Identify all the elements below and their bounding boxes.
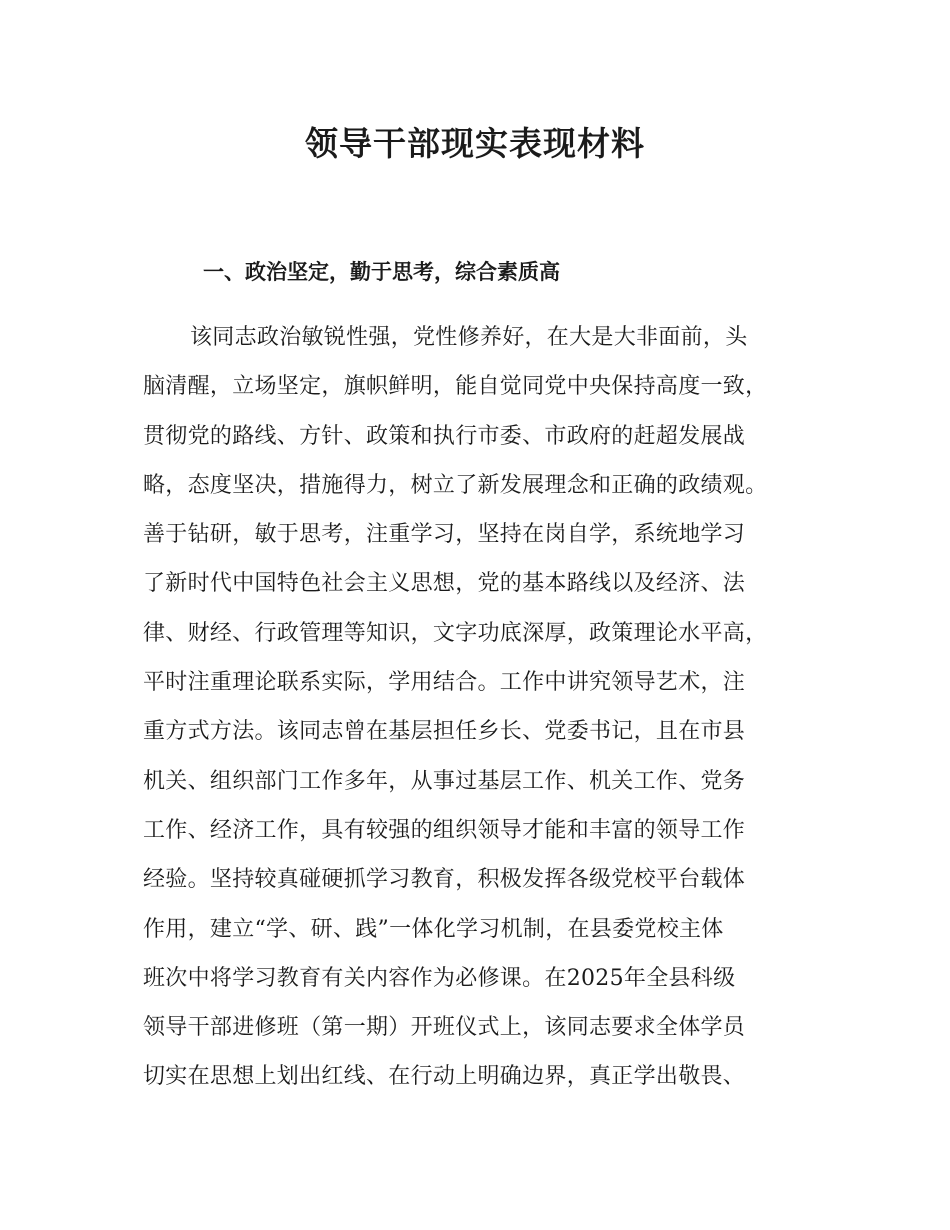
section-heading: 一、政治坚定，勤于思考，综合素质高 xyxy=(203,260,560,284)
paragraph-line: 律、财经、行政管理等知识，文字功底深厚，政策理论水平高， xyxy=(143,620,768,646)
paragraph-line: 了新时代中国特色社会主义思想，党的基本路线以及经济、法 xyxy=(143,571,746,597)
paragraph-line: 平时注重理论联系实际，学用结合。工作中讲究领导艺术，注 xyxy=(143,670,746,696)
paragraph-line: 重方式方法。该同志曾在基层担任乡长、党委书记，且在市县 xyxy=(143,719,746,745)
paragraph-line: 脑清醒，立场坚定，旗帜鲜明，能自觉同党中央保持高度一致， xyxy=(143,374,768,400)
paragraph-line: 善于钻研，敏于思考，注重学习，坚持在岗自学，系统地学习 xyxy=(143,522,746,548)
paragraph-line: 工作、经济工作，具有较强的组织领导才能和丰富的领导工作 xyxy=(143,817,746,843)
paragraph-line: 贯彻党的路线、方针、政策和执行市委、市政府的赶超发展战 xyxy=(143,423,746,449)
section-body xyxy=(143,318,833,1107)
paragraph-line: 切实在思想上划出红线、在行动上明确边界，真正学出敬畏、 xyxy=(143,1064,746,1090)
paragraph-line: 该同志政治敏锐性强，党性修养好，在大是大非面前，头 xyxy=(190,325,748,350)
paragraph-line: 机关、组织部门工作多年，从事过基层工作、机关工作、党务 xyxy=(143,768,746,794)
paragraph-line: 作用，建立“学、研、践”一体化学习机制，在县委党校主体 xyxy=(143,916,724,942)
paragraph-line: 班次中将学习教育有关内容作为必修课。在2025年全县科级 xyxy=(143,965,736,991)
paragraph-line: 领导干部进修班（第一期）开班仪式上，该同志要求全体学员 xyxy=(143,1015,746,1041)
paragraph-line: 略，态度坚决，措施得力，树立了新发展理念和正确的政绩观。 xyxy=(143,472,768,498)
paragraph-line: 经验。坚持较真碰硬抓学习教育，积极发挥各级党校平台载体 xyxy=(143,867,746,893)
document-title: 领导干部现实表现材料 xyxy=(305,124,645,163)
